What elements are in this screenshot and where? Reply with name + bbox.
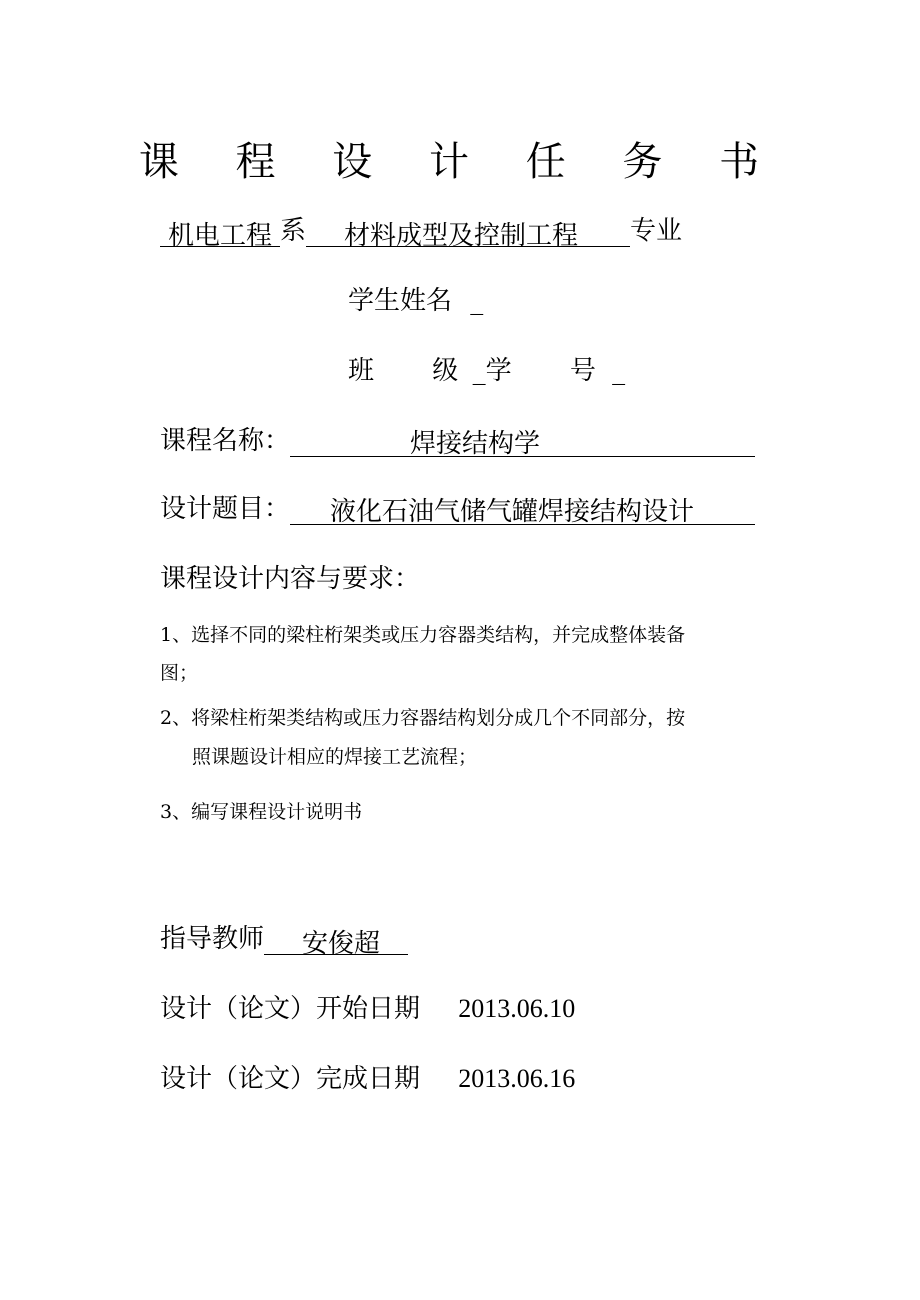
topic-label: 设计题目： [160,494,291,524]
start-date-value: 2013.06.10 [458,994,576,1023]
topic-value: 液化石油气储气罐焊接结构设计 [330,497,695,527]
advisor-line [160,918,408,959]
document-title: 课 程 设 计 任 务 书 [138,139,782,185]
start-date-line [160,988,575,1025]
course-value: 焊接结构学 [410,429,541,459]
student-name-line [348,280,483,317]
course-label: 课程名称： [160,426,291,456]
major-value: 材料成型及控制工程 [344,221,579,251]
department-major-line [160,210,683,251]
advisor-value: 安俊超 [302,929,381,959]
major-field [306,215,630,251]
class-label-2: 级 [432,356,459,386]
advisor-label: 指导教师 [160,924,265,954]
id-label-2: 号 [569,356,596,386]
topic-field [290,491,755,525]
requirements-heading: 课程设计内容与要求： [160,564,421,594]
requirement-item-1-line-2: 图； [160,662,199,684]
class-value: _ [472,356,486,386]
class-id-line [348,350,625,387]
end-date-value: 2013.06.16 [458,1064,576,1093]
class-label-1: 班 [348,356,375,386]
id-label-1: 学 [485,356,512,386]
course-field [290,423,755,457]
course-name-line [160,420,755,457]
department-field [160,215,280,251]
requirement-item-2-line-2: 照课题设计相应的焊接工艺流程； [192,746,478,768]
requirement-item-1-line-1: 1、选择不同的梁柱桁架类或压力容器类结构，并完成整体装备 [160,624,686,646]
id-value: _ [612,356,626,386]
major-suffix: 专业 [630,216,683,246]
department-suffix: 系 [280,216,307,246]
start-date-label: 设计（论文）开始日期 [160,994,421,1024]
requirement-item-3: 3、编写课程设计说明书 [160,801,363,823]
end-date-label: 设计（论文）完成日期 [160,1064,421,1094]
advisor-field [264,923,408,959]
student-name-label: 学生姓名 [348,286,453,316]
end-date-line [160,1058,575,1095]
department-value: 机电工程 [168,221,273,251]
student-name-value: _ [470,286,484,316]
design-topic-line [160,488,755,525]
requirement-item-2-line-1: 2、将梁柱桁架类结构或压力容器结构划分成几个不同部分，按 [160,707,686,729]
